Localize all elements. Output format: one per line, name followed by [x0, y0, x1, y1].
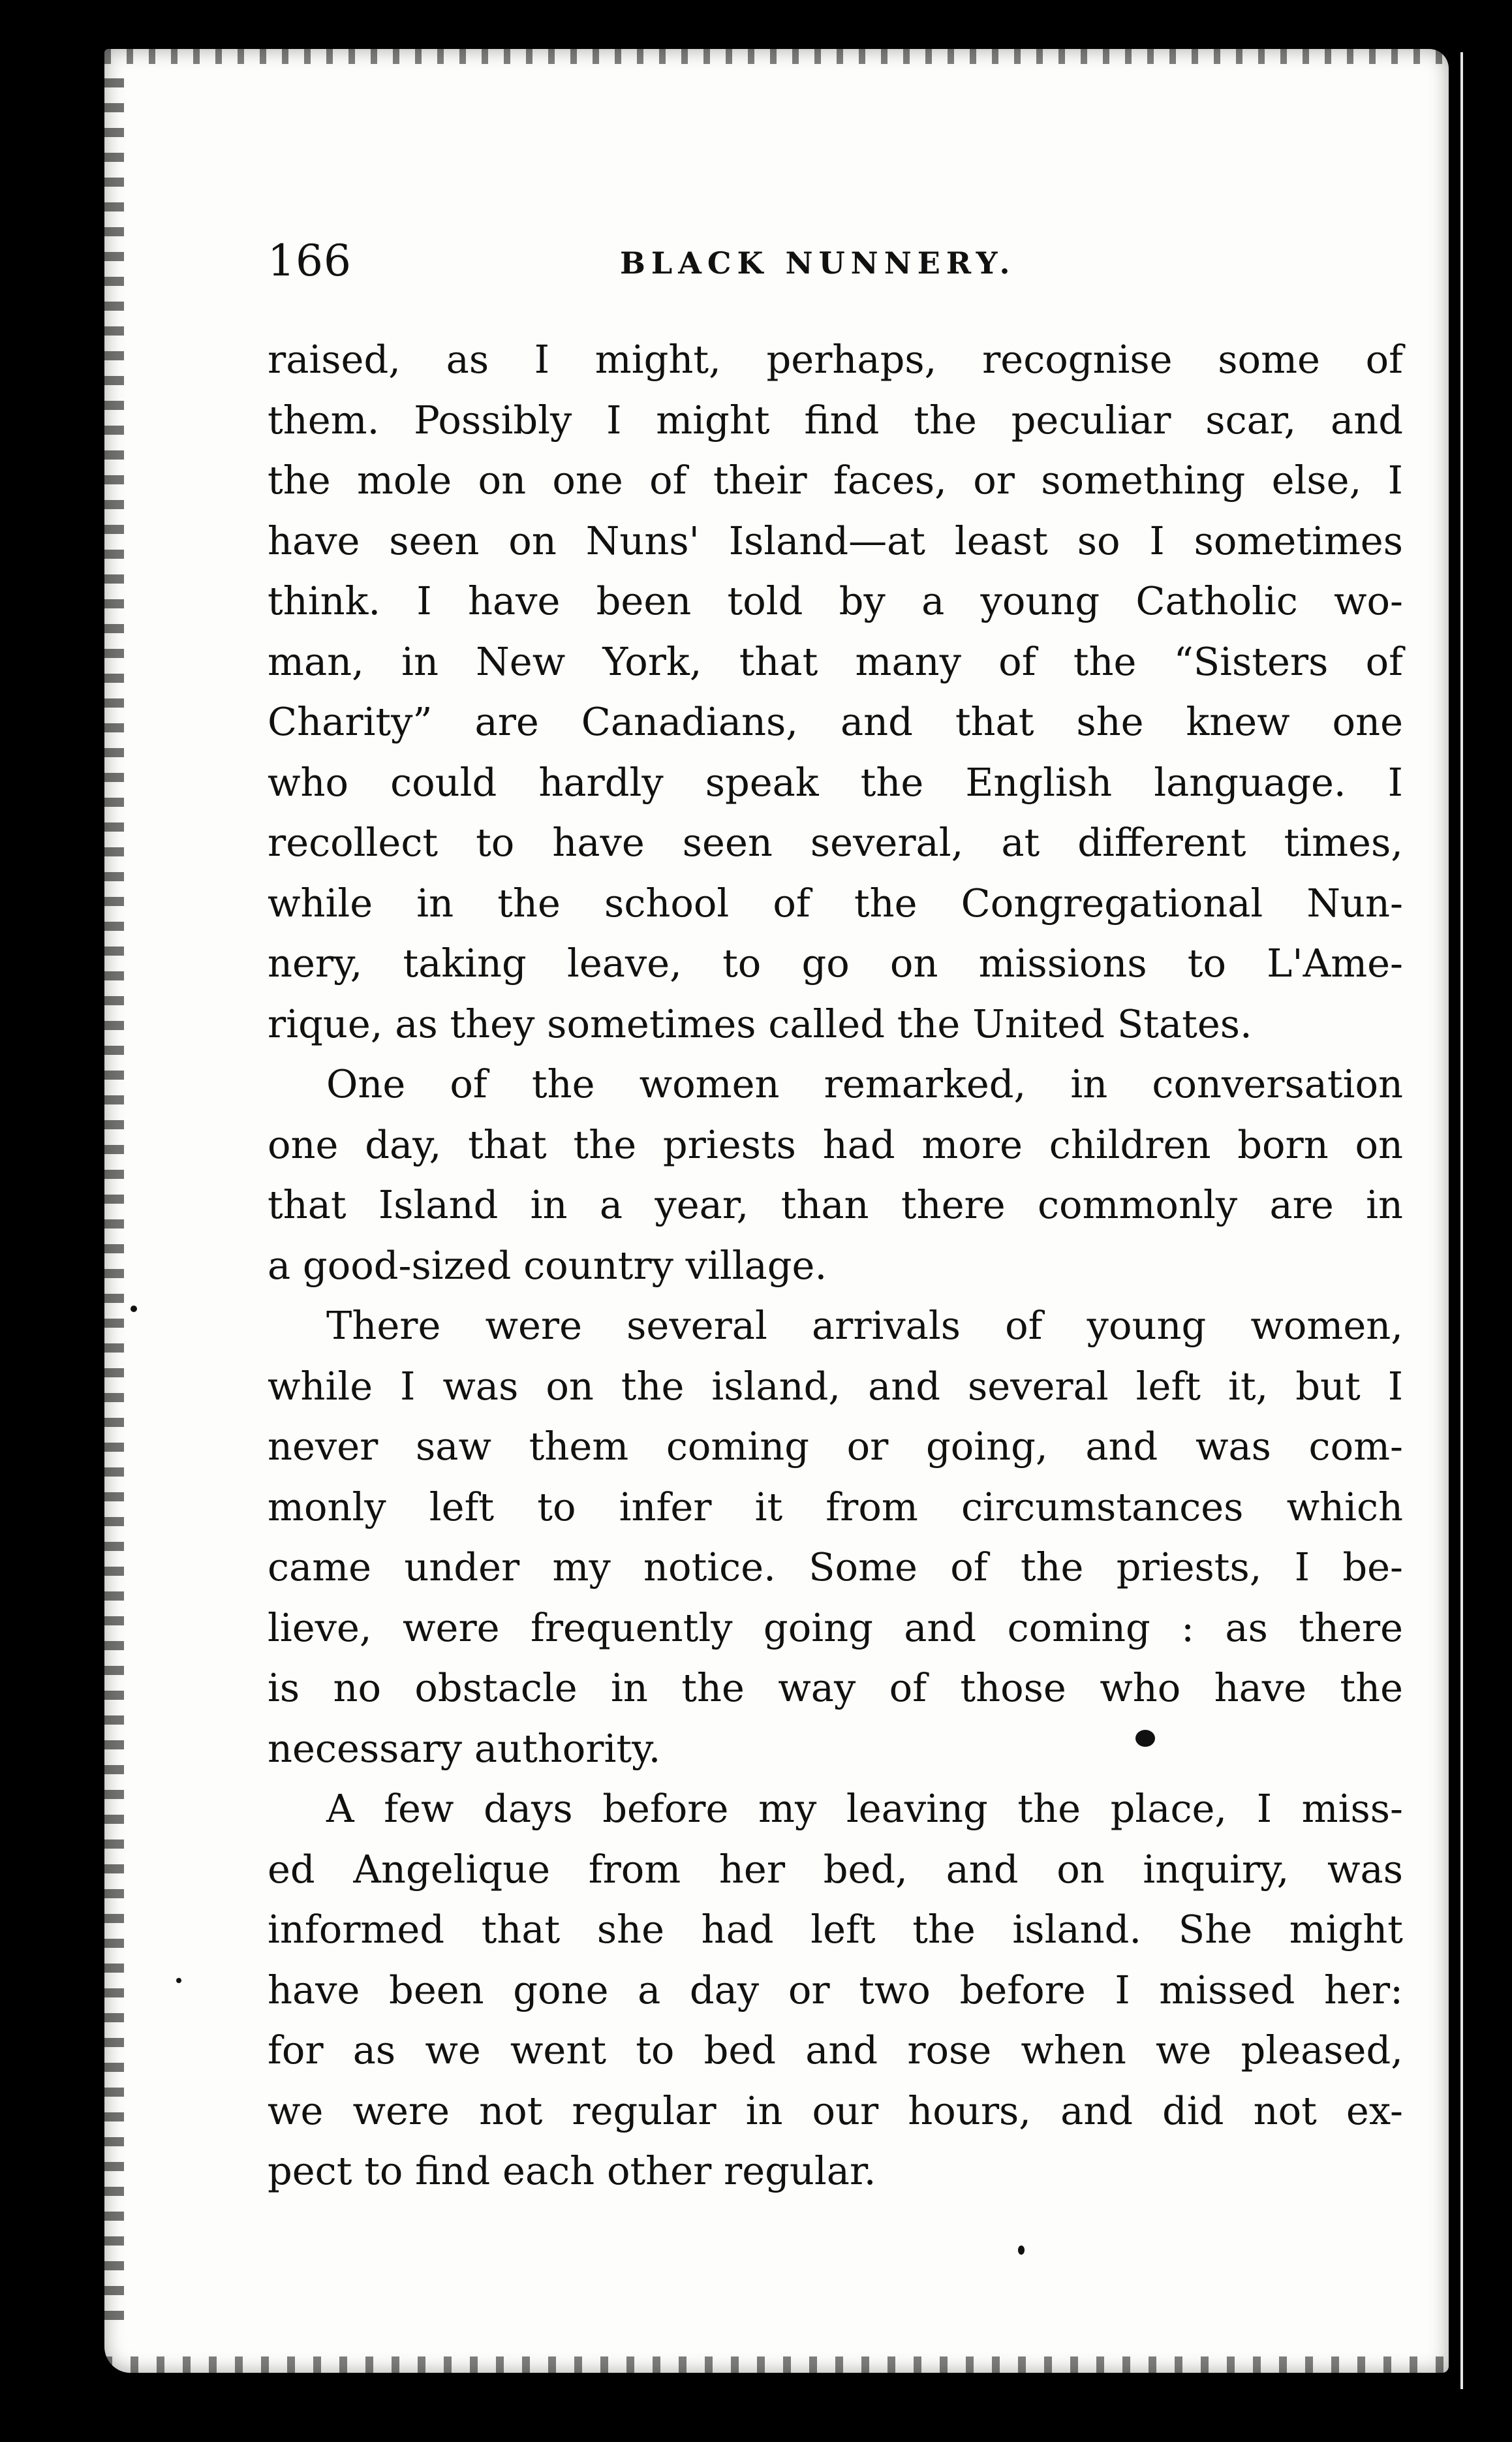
text-line: recollect to have seen several, at different times, — [268, 820, 1403, 865]
text-line: A few days before my leaving the place, I miss- — [326, 1786, 1403, 1831]
adjacent-page-strip — [1462, 39, 1512, 2402]
text-line: while I was on the island, and several left it, but I — [268, 1363, 1403, 1409]
text-line: informed that she had left the island. She might — [268, 1907, 1403, 1952]
paragraph — [268, 1296, 1403, 1779]
ink-speck — [1135, 1730, 1155, 1747]
text-line: came under my notice. Some of the priests, I be- — [268, 1544, 1403, 1589]
text-line: we were not regular in our hours, and did not ex- — [268, 2088, 1403, 2133]
ink-speck — [1018, 2246, 1025, 2255]
page-edge-bottom — [104, 2356, 1449, 2376]
text-line: rique, as they sometimes called the United States. — [268, 1001, 1252, 1046]
text-line: who could hardly speak the English language. I — [268, 759, 1403, 805]
paragraph — [268, 1054, 1403, 1296]
text-line: man, in New York, that many of the “Sisters of — [268, 638, 1403, 684]
page-header — [268, 235, 1403, 287]
text-line: never saw them coming or going, and was com- — [268, 1424, 1403, 1469]
page-number: 166 — [268, 236, 352, 286]
text-line: one day, that the priests had more children born on — [268, 1121, 1403, 1167]
text-line: is no obstacle in the way of those who have the — [268, 1665, 1403, 1710]
text-line: nery, taking leave, to go on missions to L'Ame- — [268, 941, 1403, 986]
text-line: necessary authority. — [268, 1725, 661, 1771]
text-line: that Island in a year, than there commonly are in — [268, 1182, 1403, 1227]
page-gutter-line — [1460, 52, 1463, 2389]
text-line: a good-sized country village. — [268, 1242, 827, 1288]
text-line: pect to find each other regular. — [268, 2148, 876, 2193]
page-edge-left — [98, 78, 124, 2330]
text-line: monly left to infer it from circumstances which — [268, 1484, 1403, 1529]
ink-speck — [176, 1978, 181, 1983]
text-line: them. Possibly I might find the peculiar scar, and — [268, 397, 1403, 443]
text-line: There were several arrivals of young women, — [326, 1303, 1403, 1348]
text-line: raised, as I might, perhaps, recognise some of — [268, 337, 1403, 382]
text-line: have seen on Nuns' Island—at least so I sometimes — [268, 518, 1403, 563]
paragraph — [268, 1779, 1403, 2202]
text-line: while in the school of the Congregational Nun- — [268, 880, 1403, 926]
text-line: Charity” are Canadians, and that she knew one — [268, 699, 1403, 744]
text-line: have been gone a day or two before I missed her: — [268, 1967, 1403, 2012]
text-line: the mole on one of their faces, or something else, I — [268, 458, 1403, 503]
text-line: lieve, were frequently going and coming : as there — [268, 1605, 1403, 1650]
text-line: One of the women remarked, in conversation — [326, 1061, 1403, 1106]
text-line: for as we went to bed and rose when we pleased, — [268, 2027, 1403, 2073]
body-text — [268, 330, 1403, 2202]
paragraph — [268, 330, 1403, 1054]
ink-speck — [131, 1306, 137, 1312]
text-line: ed Angelique from her bed, and on inquiry, was — [268, 1846, 1403, 1892]
text-line: think. I have been told by a young Catholic wo- — [268, 578, 1403, 623]
running-head: BLACK NUNNERY. — [620, 245, 1016, 281]
page-edge-top — [104, 46, 1449, 64]
